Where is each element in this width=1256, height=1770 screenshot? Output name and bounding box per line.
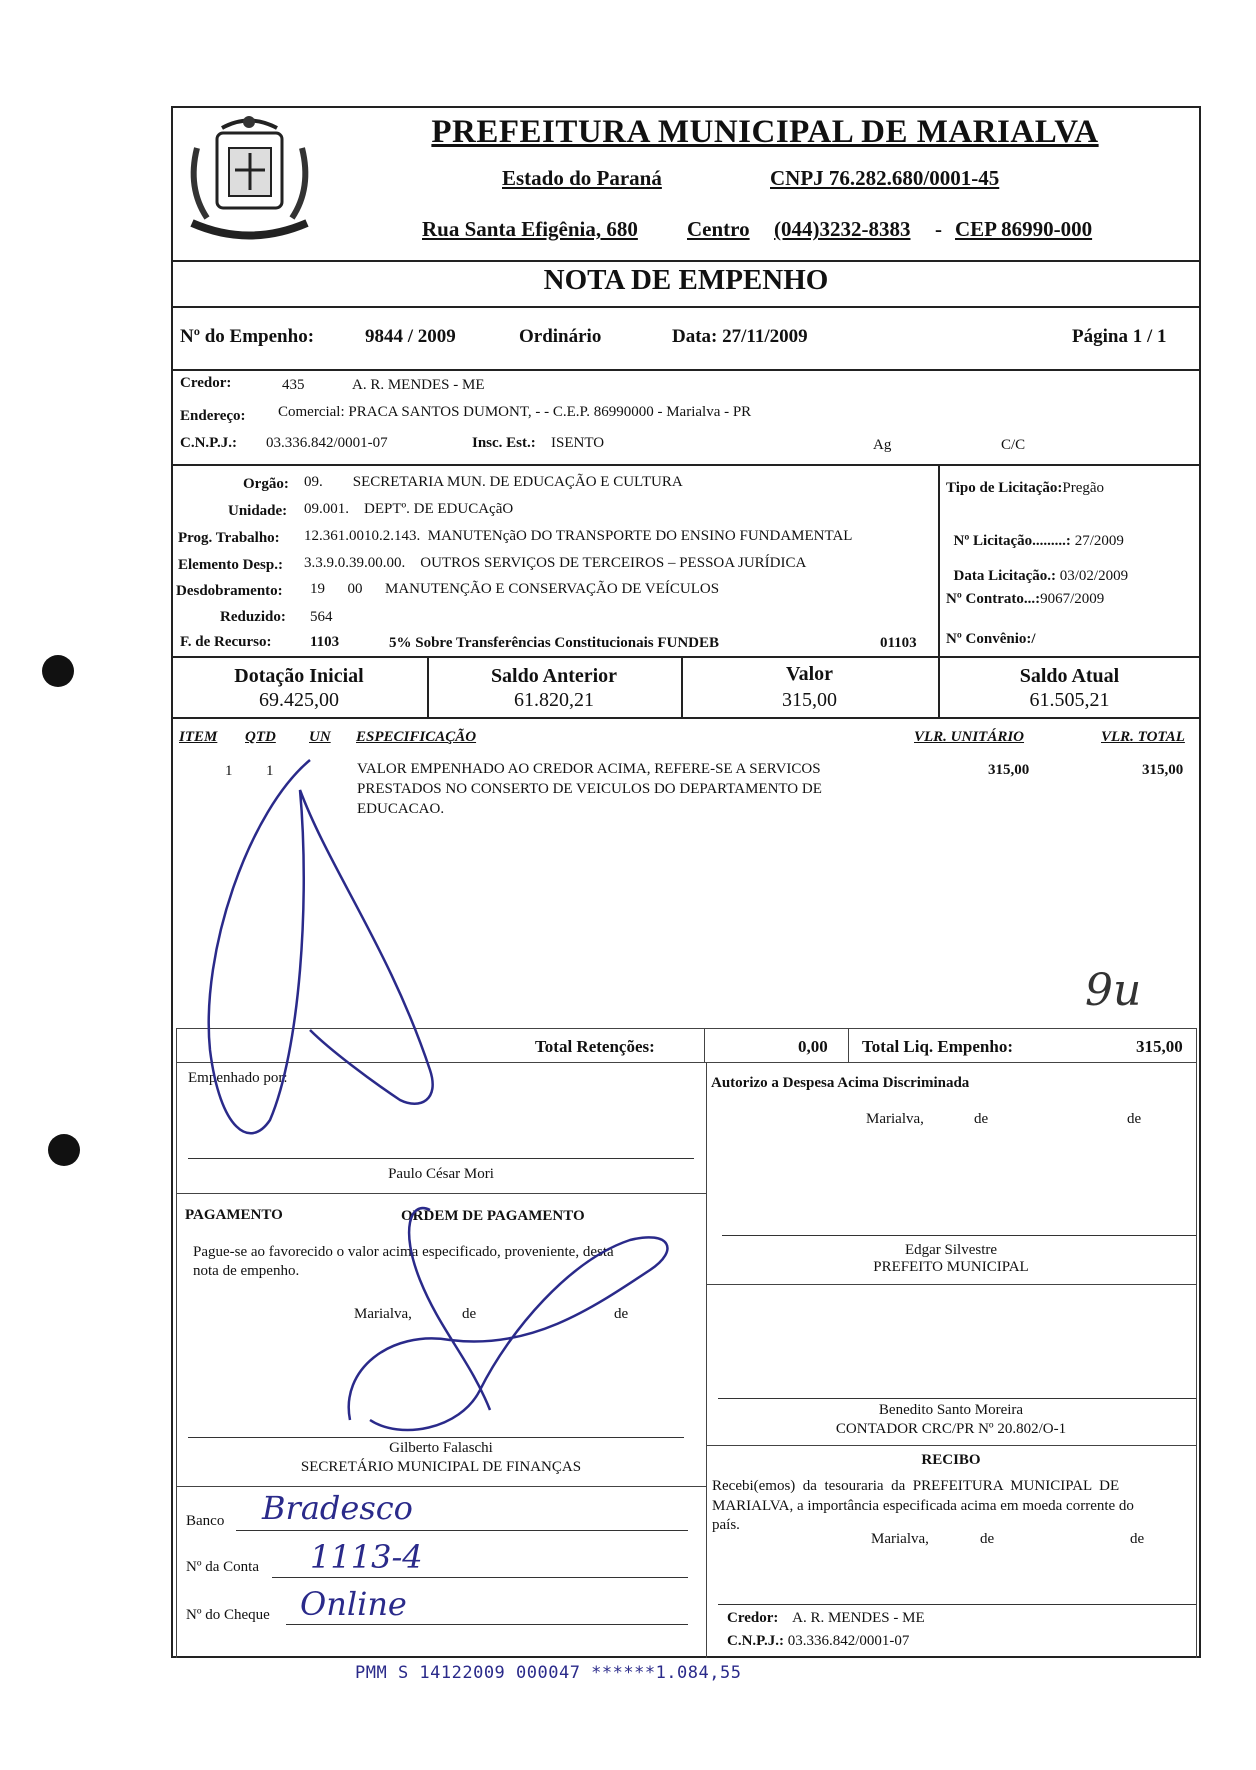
col-item: ITEM [179, 729, 218, 745]
recibo-credor-value: A. R. MENDES - ME [792, 1610, 925, 1626]
autorizo-local: Marialva, [866, 1111, 924, 1127]
desdobramento-value: 19 00 MANUTENÇÃO E CONSERVAÇÃO DE VEÍCULOS [310, 581, 720, 597]
secretario-nome: Gilberto Falaschi [389, 1440, 493, 1456]
contador-nome: Benedito Santo Moreira [878, 1402, 1024, 1418]
numero-contrato-value: 9067/2009 [1040, 591, 1105, 607]
punch-hole-bottom [48, 1134, 80, 1166]
elemento-value: 3.3.9.0.39.00.00. OUTROS SERVIÇOS DE TERCEIROS – PESSOA JURÍDICA [304, 555, 807, 571]
credor-label: Credor: [180, 375, 232, 391]
data-licitacao-label: Data Licitação.: [953, 568, 1060, 584]
signature-secretario [330, 1190, 690, 1460]
cheque-label: Nº do Cheque [186, 1607, 270, 1623]
contador-cargo: CONTADOR CRC/PR Nº 20.802/O-1 [835, 1421, 1067, 1437]
fonte-recurso-desc: 5% Sobre Transferências Constitucionais FUNDEB [389, 635, 720, 651]
tipo-licitacao [946, 480, 1104, 497]
numero-contrato [946, 591, 1104, 608]
signature-empenhado [190, 750, 450, 1170]
credor-address: Comercial: PRACA SANTOS DUMONT, - - C.E.P. 86990000 - Marialva - PR [278, 404, 752, 420]
reduzido-label: Reduzido: [220, 609, 286, 625]
recibo-texto-1: Recebi(emos) da tesouraria da PREFEITURA MUNICIPAL DE [712, 1478, 1120, 1494]
dotacao-inicial-label: Dotação Inicial [234, 665, 364, 687]
prefeito-nome: Edgar Silvestre [904, 1242, 998, 1258]
secretario-cargo: SECRETÁRIO MUNICIPAL DE FINANÇAS [300, 1459, 582, 1475]
empenho-number-label: Nº do Empenho: [180, 326, 315, 347]
payment-stamp: PMM S 14122009 000047 ******1.084,55 [355, 1663, 742, 1683]
unidade-label: Unidade: [228, 503, 288, 519]
recibo-cnpj-value: 03.336.842/0001-07 [787, 1633, 910, 1649]
reduzido-value: 564 [310, 609, 333, 625]
elemento-label: Elemento Desp.: [178, 557, 283, 573]
banco-value: Bradesco [262, 1489, 413, 1527]
credor-name: A. R. MENDES - ME [352, 377, 485, 393]
unidade-value: 09.001. DEPTº. DE EDUCAçãO [304, 501, 514, 517]
prefeito-cargo: PREFEITO MUNICIPAL [873, 1259, 1029, 1275]
total-liquido-value: 315,00 [1136, 1037, 1183, 1056]
numero-licitacao-label: Nº Licitação.........: [953, 533, 1075, 549]
total-retencoes-label: Total Retenções: [535, 1037, 655, 1056]
ordem-pagamento-label: ORDEM DE PAGAMENTO [401, 1208, 585, 1224]
tipo-licitacao-label: Tipo de Licitação: [946, 480, 1063, 496]
page-number: Página 1 / 1 [1072, 326, 1167, 347]
cep: CEP 86990-000 [955, 217, 1093, 241]
recibo-de-1: de [980, 1531, 995, 1547]
recibo-texto-2: MARIALVA, a importância especificada acima em moeda corrente do [712, 1498, 1134, 1514]
saldo-atual-label: Saldo Atual [1019, 665, 1120, 687]
conta-corrente-label: C/C [1001, 437, 1026, 453]
tipo-licitacao-value: Pregão [1062, 480, 1105, 496]
recibo-credor [727, 1610, 925, 1627]
separator-dash: - [935, 217, 942, 241]
pagamento-label: PAGAMENTO [185, 1207, 283, 1223]
credor-insc: ISENTO [551, 435, 605, 451]
prog-trabalho-value: 12.361.0010.2.143. MANUTENçãO DO TRANSPORTE DO ENSINO FUNDAMENTAL [304, 528, 853, 544]
recibo-de-2: de [1130, 1531, 1145, 1547]
empenho-type: Ordinário [519, 326, 602, 347]
fonte-recurso-label: F. de Recurso: [180, 634, 272, 650]
credor-code: 435 [282, 377, 305, 393]
endereco-label: Endereço: [180, 408, 246, 424]
empenho-number: 9844 / 2009 [365, 326, 456, 347]
agencia-label: Ag [873, 437, 892, 453]
address: Rua Santa Efigênia, 680 [422, 217, 638, 241]
numero-licitacao-value: 27/2009 [1074, 533, 1124, 549]
col-vlr-unitario: VLR. UNITÁRIO [914, 729, 1025, 745]
cnpj-label: C.N.P.J.: [180, 435, 237, 451]
municipal-coat-of-arms [177, 108, 322, 256]
document-title: NOTA DE EMPENHO [543, 264, 829, 296]
conta-label: Nº da Conta [186, 1559, 259, 1575]
item-desc-line-2: PRESTADOS NO CONSERTO DE VEICULOS DO DEPARTAMENTO DE [357, 781, 822, 797]
saldo-atual-value: 61.505,21 [1029, 689, 1110, 711]
recibo-texto-3: país. [712, 1517, 740, 1533]
pagamento-local: Marialva, [354, 1306, 412, 1322]
cnpj-header: CNPJ 76.282.680/0001-45 [770, 166, 1000, 190]
total-retencoes-value: 0,00 [798, 1037, 828, 1056]
col-un: UN [309, 729, 331, 745]
item-vlr-unitario: 315,00 [988, 762, 1030, 778]
empenho-date: Data: 27/11/2009 [672, 326, 808, 347]
cheque-value: Online [300, 1585, 407, 1623]
dotacao-inicial-value: 69.425,00 [259, 689, 339, 711]
phone: (044)3232-8383 [774, 217, 911, 241]
item-desc-line-3: EDUCACAO. [357, 801, 445, 817]
autorizo-de-2: de [1127, 1111, 1142, 1127]
autorizo-label: Autorizo a Despesa Acima Discriminada [711, 1075, 970, 1091]
punch-hole-top [42, 655, 74, 687]
col-vlr-total: VLR. TOTAL [1101, 729, 1185, 745]
data-licitacao-value: 03/02/2009 [1059, 568, 1129, 584]
saldo-anterior-value: 61.820,21 [514, 689, 594, 711]
valor-label: Valor [785, 663, 834, 685]
item-vlr-total: 315,00 [1142, 762, 1184, 778]
district: Centro [687, 217, 750, 241]
empenhado-por-label: Empenhado por: [188, 1070, 288, 1086]
handwritten-note: 9u [1085, 965, 1142, 1016]
autorizo-de-1: de [974, 1111, 989, 1127]
conta-value: 1113-4 [310, 1538, 423, 1576]
numero-licitacao [946, 516, 1124, 550]
pagamento-de-1: de [462, 1306, 477, 1322]
data-licitacao [946, 551, 1128, 585]
total-liquido-label: Total Liq. Empenho: [862, 1037, 1013, 1056]
fonte-recurso-number: 01103 [880, 635, 917, 651]
col-especificacao: ESPECIFICAÇÃO [356, 729, 477, 745]
valor-value: 315,00 [782, 689, 837, 711]
banco-label: Banco [186, 1513, 225, 1529]
state-label: Estado do Paraná [502, 166, 662, 190]
recibo-label: RECIBO [921, 1452, 981, 1468]
pagamento-texto-1: Pague-se ao favorecido o valor acima especificado, proveniente, desta [193, 1244, 614, 1260]
item-number: 1 [225, 763, 233, 779]
fonte-recurso-code: 1103 [310, 634, 340, 650]
recibo-cnpj-label: C.N.P.J.: [727, 1633, 784, 1649]
numero-contrato-label: Nº Contrato...: [946, 591, 1041, 607]
item-desc-line-1: VALOR EMPENHADO AO CREDOR ACIMA, REFERE-SE A SERVICOS [357, 761, 821, 777]
desdobramento-label: Desdobramento: [176, 583, 283, 599]
recibo-local: Marialva, [871, 1531, 929, 1547]
insc-label: Insc. Est.: [472, 435, 536, 451]
empenhado-por-nome: Paulo César Mori [388, 1166, 494, 1182]
numero-convenio: Nº Convênio:/ [946, 631, 1036, 647]
prog-trabalho-label: Prog. Trabalho: [178, 530, 280, 546]
pagamento-de-2: de [614, 1306, 629, 1322]
recibo-credor-label: Credor: [727, 1610, 779, 1626]
saldo-anterior-label: Saldo Anterior [490, 665, 618, 687]
pagamento-texto-2: nota de empenho. [193, 1263, 300, 1279]
item-qtd: 1 [266, 763, 274, 779]
orgao-label: Orgão: [243, 476, 289, 492]
page-title: PREFEITURA MUNICIPAL DE MARIALVA [431, 114, 1099, 150]
col-qtd: QTD [245, 729, 276, 745]
credor-cnpj: 03.336.842/0001-07 [266, 435, 388, 451]
recibo-cnpj [727, 1633, 909, 1650]
orgao-value: 09. SECRETARIA MUN. DE EDUCAÇÃO E CULTURA [304, 474, 683, 490]
